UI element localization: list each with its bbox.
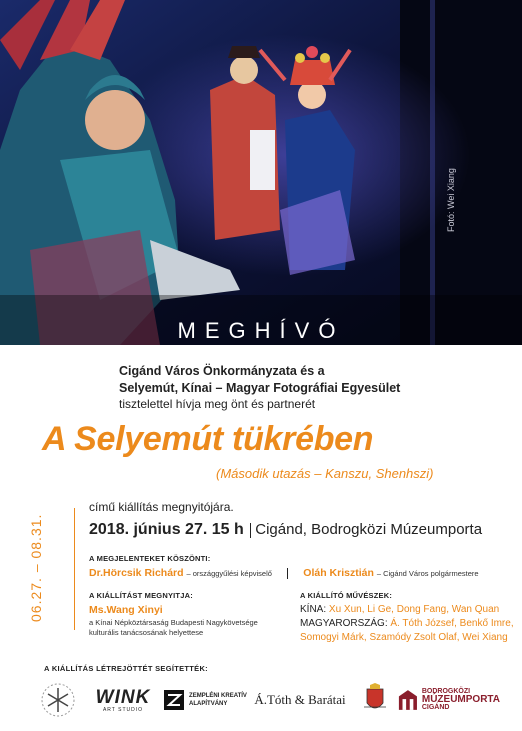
china-label: KÍNA: xyxy=(300,604,327,615)
toth-logo-text: Á.Tóth & Barátai xyxy=(254,692,346,707)
sponsor-logo-zempleni xyxy=(160,678,250,722)
event-datetime: 2018. június 27. 15 h xyxy=(89,521,244,538)
asterisk-emblem-icon xyxy=(40,682,76,718)
museum-line-3: CIGÁND xyxy=(421,704,450,711)
opening-affiliation: a Kínai Népköztársaság Budapesti Nagykövetsége kulturális tanácsosának helyettese xyxy=(89,618,258,637)
hungary-label: MAGYARORSZÁG: xyxy=(300,618,388,629)
welcome-person-1-role: – országgyűlési képviselő xyxy=(186,569,272,578)
z-emblem-icon xyxy=(163,689,185,711)
artists-label: A KIÁLLÍTÓ MŰVÉSZEK: xyxy=(300,591,393,600)
intro-text: című kiállítás megnyitójára. xyxy=(89,500,234,514)
hungary-artists-2: Somogyi Márk, Szamódy Zsolt Olaf, Wei Xiang xyxy=(300,632,508,643)
date-divider-line xyxy=(74,508,75,630)
china-artists: Xu Xun, Li Ge, Dong Fang, Wan Quan xyxy=(328,604,500,615)
sponsor-logos xyxy=(38,678,500,722)
zempleni-line-2: ALAPÍTVÁNY xyxy=(189,701,228,707)
sponsor-logo-museum xyxy=(398,678,500,722)
hungary-artists-1: Á. Tóth József, Benkő Imre, xyxy=(390,618,514,629)
welcome-person-2: Oláh Krisztián xyxy=(303,567,374,579)
separator xyxy=(250,523,252,538)
welcome-person-2-role: – Cigánd Város polgármestere xyxy=(376,569,479,578)
coat-of-arms-icon xyxy=(362,683,388,717)
invite-text: tisztelettel hívja meg önt és partnerét xyxy=(119,397,316,411)
exhibition-subtitle: (Második utazás – Kanszu, Shenhszi) xyxy=(216,466,434,481)
museum-line-2: MÚZEUMPORTA xyxy=(421,694,500,705)
opening-person: Ms.Wang Xinyi xyxy=(89,604,163,616)
museum-gate-icon xyxy=(398,688,418,712)
opening-label: A KIÁLLÍTÁST MEGNYITJA: xyxy=(89,591,193,600)
zempleni-line-1: ZEMPLÉNI KREATÍV xyxy=(189,693,247,699)
exhibition-title: A Selyemút tükrében xyxy=(42,420,374,458)
invitation-heading: MEGHÍVÓ xyxy=(177,318,345,343)
sponsor-logo-toth xyxy=(250,678,350,722)
sponsor-logo-crest xyxy=(358,678,392,722)
hero-photo xyxy=(0,0,522,345)
organizer-line-1: Cigánd Város Önkormányzata és a xyxy=(119,364,325,378)
wink-logo-sub: ART STUDIO xyxy=(102,707,144,713)
exhibition-dates: 06.27. – 08.31. xyxy=(28,513,44,622)
artists-list xyxy=(300,603,514,645)
welcomes-row xyxy=(89,567,479,579)
opera-figures-image xyxy=(0,0,522,345)
welcome-person-1: Dr.Hörcsik Richárd xyxy=(89,567,184,579)
sponsor-logo-1 xyxy=(38,678,78,722)
event-info xyxy=(89,521,482,539)
museum-line-1: BODROGKÖZI xyxy=(421,688,471,695)
event-place: Cigánd, Bodrogközi Múzeumporta xyxy=(255,521,483,538)
welcomes-label: A MEGJELENTEKET KÖSZÖNTI: xyxy=(89,554,211,563)
organizer-line-2: Selyemút, Kínai – Magyar Fotográfiai Egyesület xyxy=(119,381,401,395)
wink-logo-text: WINK xyxy=(95,687,151,708)
photo-credit: Fotó: Wei Xiang xyxy=(446,168,456,232)
organizers xyxy=(119,363,400,397)
sponsor-logo-wink xyxy=(90,678,156,722)
sponsors-label: A KIÁLLÍTÁS LÉTREJÖTTÉT SEGÍTETTÉK: xyxy=(44,664,208,673)
separator xyxy=(287,568,289,579)
